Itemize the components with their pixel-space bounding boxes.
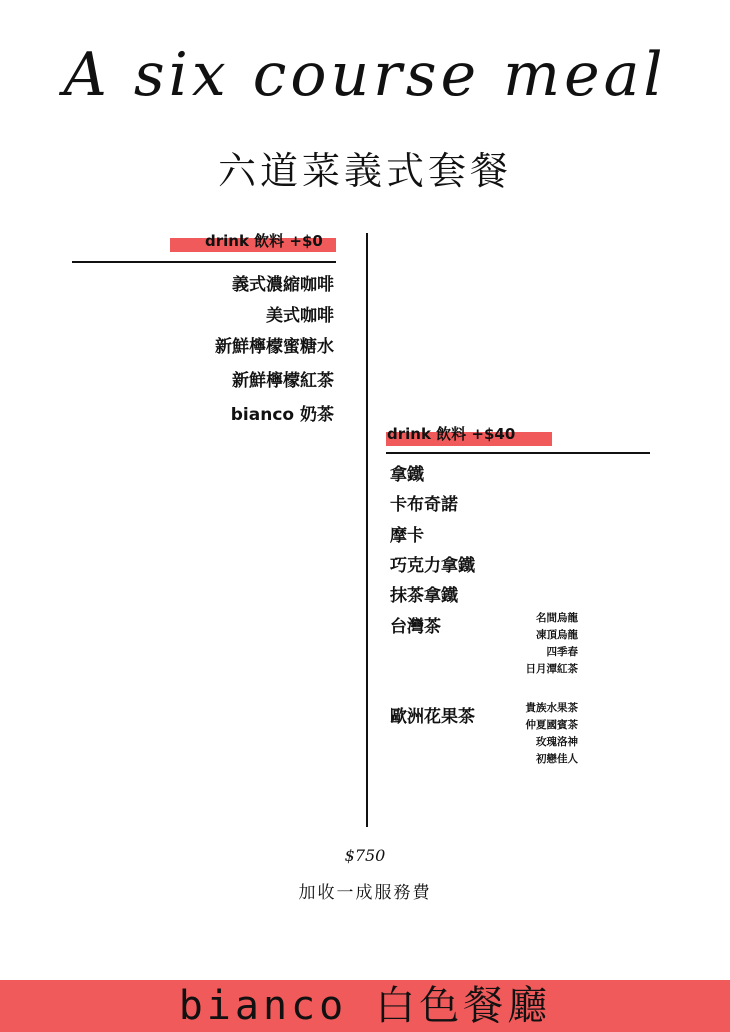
footer-banner [0, 980, 730, 1032]
footer-brand: bianco 白色餐廳 [178, 983, 552, 1029]
left-menu-heading: drink 飲料 +$0 [205, 232, 323, 250]
tea-option: 玫瑰洛神 [536, 736, 578, 748]
menu-item: 巧克力拿鐵 [390, 556, 475, 576]
menu-item: 拿鐵 [390, 465, 424, 485]
column-divider [366, 233, 368, 827]
tea-option: 凍頂烏龍 [536, 629, 578, 641]
menu-item: 新鮮檸檬蜜糖水 [215, 337, 334, 357]
service-fee-note: 加收一成服務費 [298, 883, 432, 903]
tea-option: 名間烏龍 [536, 612, 578, 624]
tea-option: 貴族水果茶 [525, 702, 578, 714]
menu-item: 義式濃縮咖啡 [232, 275, 334, 295]
menu-item: bianco 奶茶 [230, 405, 334, 425]
tea-option: 四季春 [546, 646, 578, 658]
menu-item-european-tea: 歐洲花果茶 [390, 707, 475, 727]
tea-option: 日月潭紅茶 [525, 663, 578, 675]
tea-option: 初戀佳人 [536, 753, 578, 765]
page-title: A six course meal [63, 40, 667, 110]
left-heading-rule [72, 261, 336, 263]
set-price: $750 [344, 846, 386, 865]
menu-item-taiwan-tea: 台灣茶 [390, 617, 441, 637]
menu-item: 卡布奇諾 [390, 495, 458, 515]
tea-option: 仲夏國賓茶 [525, 719, 578, 731]
menu-item: 摩卡 [390, 526, 424, 546]
menu-item: 美式咖啡 [266, 306, 334, 326]
right-menu-heading: drink 飲料 +$40 [387, 425, 516, 443]
right-heading-rule [386, 452, 650, 454]
menu-item: 抹茶拿鐵 [390, 586, 458, 606]
menu-item: 新鮮檸檬紅茶 [232, 371, 334, 391]
page-subtitle: 六道菜義式套餐 [217, 149, 512, 193]
